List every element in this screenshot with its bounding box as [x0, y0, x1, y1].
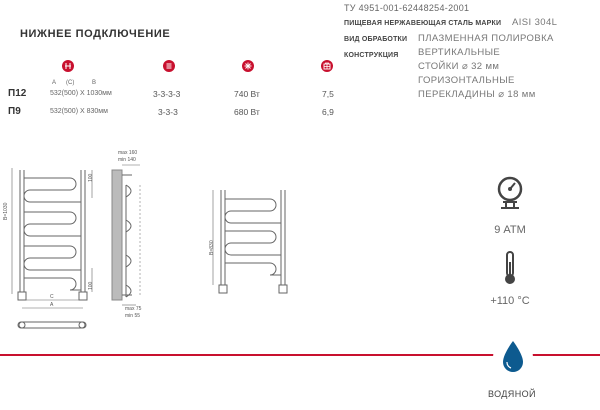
pressure-label: 9 АТМ	[494, 224, 526, 236]
dim-legend-b: B	[92, 80, 97, 86]
dim-min55: min 55	[125, 313, 141, 319]
dim-height-large: B=1030	[3, 202, 9, 220]
weight-icon	[321, 60, 333, 72]
power-icon	[242, 60, 254, 72]
spec-finish-value: ПЛАЗМЕННАЯ ПОЛИРОВКА	[418, 33, 554, 44]
row-size: 532(500) X 1030мм	[50, 90, 112, 97]
dim-min140: min 140	[118, 157, 136, 163]
dim-max160: max 160	[118, 150, 138, 156]
spec-steel-label: ПИЩЕВАЯ НЕРЖАВЕЮЩАЯ СТАЛЬ МАРКИ	[344, 20, 502, 27]
spec-construction-line: ПЕРЕКЛАДИНЫ ⌀ 18 мм	[418, 89, 536, 100]
rungs-icon	[163, 60, 175, 72]
spec-construction-line: ВЕРТИКАЛЬНЫЕ	[418, 47, 501, 58]
heating-type-label: ВОДЯНОЙ	[488, 389, 536, 399]
temperature-label: +110 °С	[490, 295, 530, 307]
dim-legend-c: (C)	[66, 80, 75, 86]
spec-finish-label: ВИД ОБРАБОТКИ	[344, 36, 408, 43]
thermometer-icon	[502, 250, 518, 286]
dim-100-bottom: 100	[88, 281, 94, 290]
dim-100-top: 100	[88, 173, 94, 182]
row-name: П12	[8, 88, 27, 99]
water-drop-icon	[501, 340, 525, 374]
row-rungs: 3-3-3-3	[153, 89, 181, 99]
dim-c: C	[50, 294, 54, 300]
spec-construction-line: ГОРИЗОНТАЛЬНЫЕ	[418, 75, 515, 86]
connection-icon	[62, 60, 74, 72]
spec-construction-line: СТОЙКИ ⌀ 32 мм	[418, 61, 500, 72]
row-power: 740 Вт	[234, 89, 260, 99]
row-size: 532(500) X 830мм	[50, 108, 108, 115]
row-weight: 7,5	[322, 89, 334, 99]
dim-max75: max 75	[125, 306, 142, 312]
side-view-drawing	[100, 145, 160, 325]
front-view-drawing-small	[205, 185, 295, 305]
spec-tu: ТУ 4951-001-62448254-2001	[344, 3, 470, 13]
row-rungs: 3-3-3	[158, 107, 178, 117]
page-title: НИЖНЕЕ ПОДКЛЮЧЕНИЕ	[20, 28, 171, 40]
spec-construction-label: КОНСТРУКЦИЯ	[344, 52, 399, 59]
row-name: П9	[8, 106, 21, 117]
spec-steel-value: AISI 304L	[512, 17, 558, 28]
dim-legend-a: A	[52, 80, 57, 86]
pressure-gauge-icon	[495, 176, 525, 212]
row-weight: 6,9	[322, 107, 334, 117]
row-power: 680 Вт	[234, 107, 260, 117]
dim-a: A	[50, 302, 54, 308]
dim-height-small: B=830	[209, 240, 215, 255]
